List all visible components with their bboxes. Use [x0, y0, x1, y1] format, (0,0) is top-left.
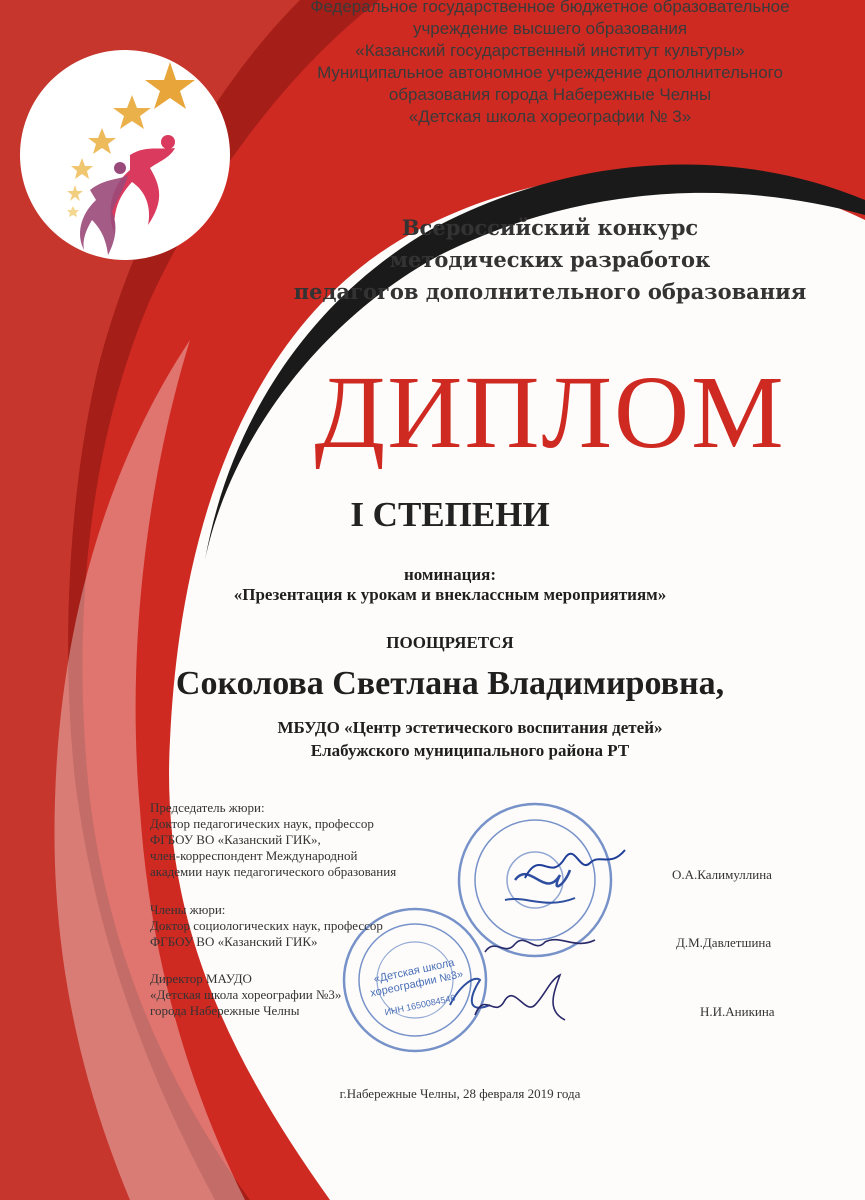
jury-members-block: [150, 902, 383, 950]
jury-member-line: Члены жюри:: [150, 902, 226, 917]
recipient-name: Соколова Светлана Владимировна,: [175, 665, 725, 702]
nomination-label: номинация:: [403, 565, 497, 584]
header-line-5: образования города Набережные Челны: [388, 85, 712, 104]
jury-member-line: Доктор социологических наук, профессор: [150, 918, 383, 933]
school-seal-text: «Детская школа хореографии №3»: [369, 956, 465, 1000]
director-line: города Набережные Челны: [150, 1003, 300, 1018]
header-line-1: Федеральное государственное бюджетное образовательное: [310, 0, 790, 16]
recipient-org-line-1: МБУДО «Центр эстетического воспитания детей»: [277, 718, 663, 737]
header-line-2: учреждение высшего образования: [412, 19, 688, 38]
logo: [20, 50, 230, 260]
dance-school-logo-icon: [20, 50, 230, 260]
chair-signature-icon: [520, 838, 630, 888]
recipient-org-line-2: Елабужского муниципального района РТ: [310, 741, 630, 760]
place-date: г.Набережные Челны, 28 февраля 2019 года: [339, 1086, 581, 1101]
contest-title-line-3: педагогов дополнительного образования: [293, 279, 807, 304]
nomination: «Презентация к урокам и внеклассным мероприятиям»: [233, 585, 667, 604]
jury-chair-line: Председатель жюри:: [150, 800, 265, 815]
jury-chair-line: ФГБОУ ВО «Казанский ГИК»,: [150, 832, 321, 847]
contest-title-line-2: методических разработок: [389, 247, 711, 272]
jury-member-name: Д.М.Давлетшина: [676, 935, 772, 950]
awarded-label: ПООЩРЯЕТСЯ: [386, 633, 514, 652]
diploma-degree: I СТЕПЕНИ: [350, 495, 550, 534]
contest-title-line-1: Всероссийский конкурс: [401, 215, 699, 240]
school-seal-inn: ИНН 1650084546: [383, 992, 457, 1018]
jury-member-line: ФГБОУ ВО «Казанский ГИК»: [150, 934, 318, 949]
director-line: «Детская школа хореографии №3»: [150, 987, 342, 1002]
director-line: Директор МАУДО: [150, 971, 252, 986]
jury-chair-name: О.А.Калимуллина: [672, 867, 772, 882]
director-block: [150, 971, 341, 1019]
header-line-6: «Детская школа хореографии № 3»: [408, 107, 692, 126]
jury-chair-line: член-корреспондент Международной: [150, 848, 358, 863]
header-line-3: «Казанский государственный институт культуры»: [355, 41, 745, 60]
director-name: Н.И.Аникина: [700, 1004, 775, 1019]
header-line-4: Муниципальное автономное учреждение дополнительного: [317, 63, 783, 82]
jury-chair-line: Доктор педагогических наук, профессор: [150, 816, 374, 831]
director-signature-icon: [465, 970, 575, 1030]
diploma-title: ДИПЛОМ: [314, 355, 786, 470]
jury-chair-line: академии наук педагогического образования: [150, 864, 397, 879]
member-signature-icon: [480, 922, 600, 962]
jury-chair-block: [150, 800, 396, 880]
